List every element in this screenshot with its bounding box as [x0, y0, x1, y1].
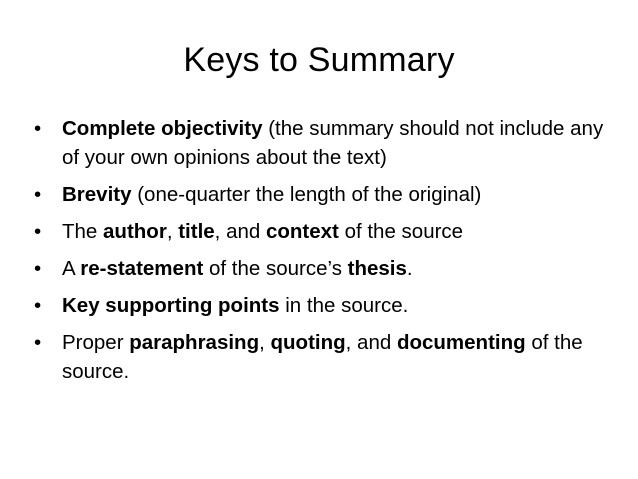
bullet-text	[62, 331, 583, 383]
bullet-keyword: Brevity	[62, 183, 132, 206]
bullet-dot-icon: •	[34, 117, 42, 140]
bullet-item	[34, 114, 614, 172]
bullet-text	[62, 220, 463, 243]
bullet-text-segment: (one-quarter the length of the original)	[131, 183, 482, 206]
bullet-text-segment: of the source.	[62, 331, 583, 383]
bullet-text-segment: ,	[166, 220, 179, 243]
bullet-keyword: documenting	[396, 331, 526, 354]
bullet-dot-icon: •	[34, 294, 42, 317]
bullet-keyword: thesis	[347, 257, 407, 280]
bullet-text	[62, 183, 481, 206]
bullet-text	[62, 294, 408, 317]
bullet-text-segment: ,	[259, 331, 271, 354]
bullet-item	[34, 254, 614, 283]
bullet-keyword: re-statement	[80, 257, 204, 280]
bullet-list	[34, 114, 614, 394]
slide-title: Keys to Summary	[183, 41, 455, 79]
bullet-item	[34, 328, 614, 386]
bullet-dot-icon: •	[34, 331, 42, 354]
bullet-keyword: context	[265, 220, 339, 243]
bullet-dot-icon: •	[34, 220, 42, 243]
bullet-text-segment: .	[406, 257, 413, 280]
bullet-text-segment: (the summary should not include any of your own opinions about the text)	[62, 117, 604, 169]
bullet-text-segment: The	[62, 220, 104, 243]
bullet-text	[62, 117, 603, 169]
bullet-keyword: title	[178, 220, 215, 243]
bullet-dot-icon: •	[34, 257, 42, 280]
bullet-text-segment: of the source	[338, 220, 464, 243]
bullet-text-segment: in the source.	[279, 294, 409, 317]
bullet-item	[34, 217, 614, 246]
bullet-dot-icon: •	[34, 183, 42, 206]
bullet-text-segment: Proper	[62, 331, 130, 354]
bullet-text-segment: , and	[345, 331, 397, 354]
bullet-text-segment: of the source’s	[203, 257, 348, 280]
bullet-item	[34, 180, 614, 209]
bullet-keyword: author	[103, 220, 167, 243]
bullet-text-segment: A	[62, 257, 81, 280]
bullet-keyword: Key supporting points	[62, 294, 280, 317]
bullet-item	[34, 291, 614, 320]
bullet-text	[62, 257, 413, 280]
bullet-keyword: quoting	[270, 331, 346, 354]
bullet-keyword: paraphrasing	[129, 331, 260, 354]
bullet-keyword: Complete objectivity	[62, 117, 263, 140]
bullet-text-segment: , and	[214, 220, 266, 243]
